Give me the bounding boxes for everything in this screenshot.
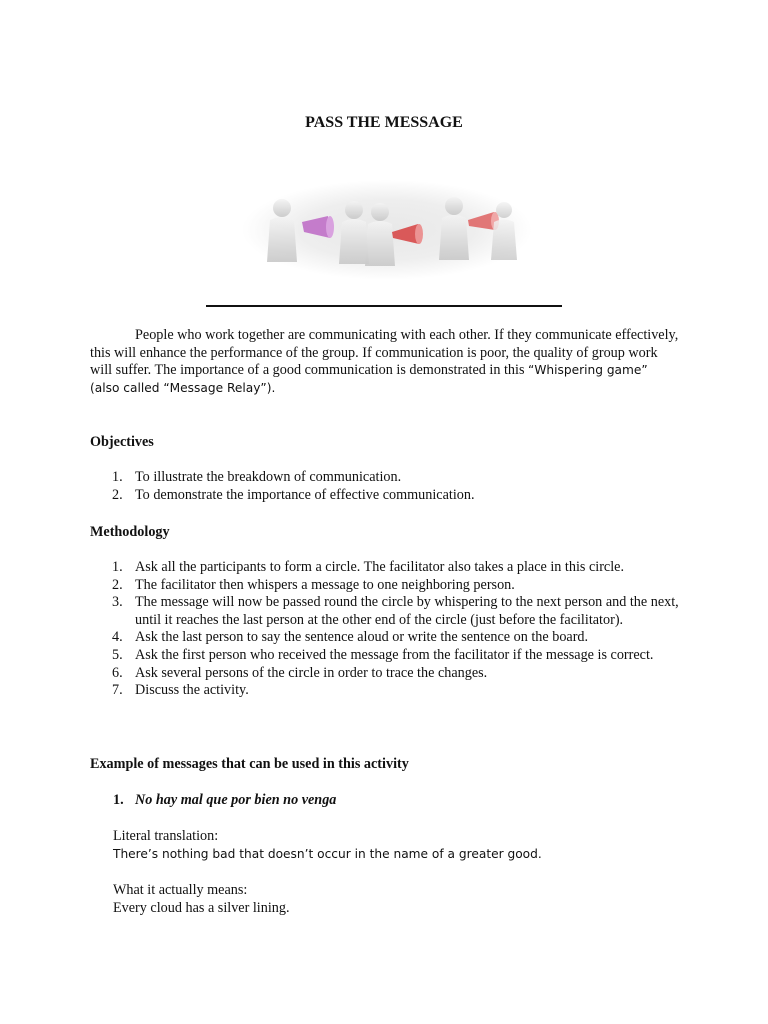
list-number: 2. xyxy=(112,486,123,503)
list-item xyxy=(90,629,680,647)
list-number: 1. xyxy=(112,469,123,485)
list-item xyxy=(90,559,680,577)
list-text: Ask several persons of the circle in order to trace the changes. xyxy=(135,664,488,681)
megaphone-figures-illustration xyxy=(242,180,532,280)
meaning-text: Every cloud has a silver lining. xyxy=(113,900,290,916)
list-number: 5. xyxy=(112,646,123,663)
example-message-1 xyxy=(113,792,336,810)
list-text: To demonstrate the importance of effective communication. xyxy=(135,486,475,503)
intro-tail: “Whispering game” (also called “Message Relay”). xyxy=(90,363,648,395)
examples-heading: Example of messages that can be used in this activity xyxy=(90,756,409,772)
objectives-list xyxy=(90,469,680,504)
divider-line xyxy=(206,305,562,307)
methodology-list xyxy=(90,559,680,700)
literal-translation-text: There’s nothing bad that doesn’t occur in the name of a greater good. xyxy=(113,847,542,861)
objectives-heading: Objectives xyxy=(90,434,154,450)
list-number: 4. xyxy=(112,629,123,646)
list-number: 6. xyxy=(112,664,123,681)
literal-translation-label: Literal translation: xyxy=(113,828,219,844)
list-item xyxy=(90,469,680,487)
intro-paragraph xyxy=(90,327,680,397)
example-number: 1. xyxy=(113,792,124,808)
list-item xyxy=(90,577,680,595)
list-text: Ask the first person who received the message from the facilitator if the message is correct. xyxy=(135,646,654,663)
list-text: Ask all the participants to form a circle. The facilitator also takes a place in this circle. xyxy=(135,559,625,575)
list-text: The facilitator then whispers a message to one neighboring person. xyxy=(135,576,515,593)
page-title: PASS THE MESSAGE xyxy=(305,114,463,131)
list-number: 7. xyxy=(112,682,123,699)
list-text: Discuss the activity. xyxy=(135,682,249,699)
list-item xyxy=(90,594,680,629)
list-item xyxy=(90,647,680,665)
meaning-label: What it actually means: xyxy=(113,882,248,898)
list-number: 3. xyxy=(112,594,123,611)
example-message-text: No hay mal que por bien no venga xyxy=(135,792,337,808)
list-text: Ask the last person to say the sentence aloud or write the sentence on the board. xyxy=(135,629,589,646)
list-item xyxy=(90,665,680,683)
list-number: 1. xyxy=(112,559,123,575)
list-text: To illustrate the breakdown of communication. xyxy=(135,469,402,485)
intro-text: People who work together are communicating with each other. If they communicate effectively, this will enhance the performance of the group. If communication is poor, the quality of group work will suffer. The importance of a good communication is demonstrated in this xyxy=(90,327,679,379)
list-item xyxy=(90,682,680,700)
list-number: 2. xyxy=(112,576,123,593)
methodology-heading: Methodology xyxy=(90,524,170,540)
list-item xyxy=(90,487,680,505)
list-text: The message will now be passed round the circle by whispering to the next person and the next, until it reaches the last person at the other end of the circle (just before the facilitator). xyxy=(135,594,679,628)
